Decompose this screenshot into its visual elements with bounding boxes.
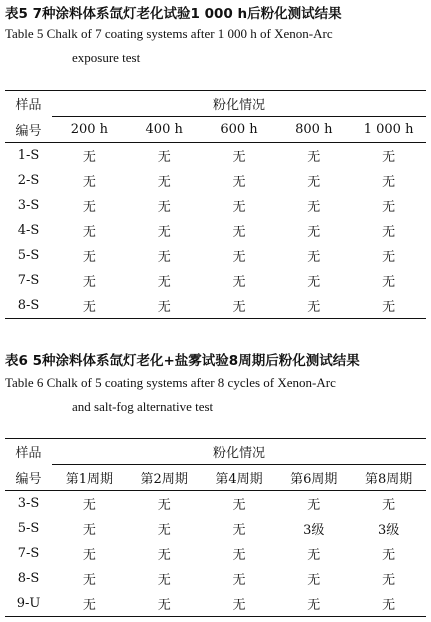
cell: 无	[307, 275, 321, 290]
table5-en-title-line2: exposure test	[72, 50, 141, 65]
table-row	[5, 218, 426, 243]
cell: 无	[232, 300, 246, 315]
table5-id-label: 编号	[5, 117, 52, 143]
cell: 无	[382, 200, 396, 215]
cell: 3级	[303, 523, 325, 538]
cell: 无	[382, 548, 396, 563]
table6	[5, 438, 426, 617]
table6-col-header: 第4周期	[202, 465, 277, 491]
table6-en-title-line1: Table 6 Chalk of 5 coating systems after 8 cycles of Xenon-Arc	[5, 375, 336, 390]
table-row	[5, 243, 426, 268]
cell: 无	[157, 498, 171, 513]
cell: 无	[307, 200, 321, 215]
cell: 无	[82, 150, 96, 165]
table5-header-row-1	[5, 91, 426, 117]
table5-sample-label: 样品	[15, 98, 42, 114]
cell: 无	[82, 275, 96, 290]
cell: 无	[382, 498, 396, 513]
cell: 无	[382, 225, 396, 240]
table5	[5, 90, 426, 319]
table6-col-header: 第2周期	[127, 465, 202, 491]
cell: 无	[157, 200, 171, 215]
cell: 无	[232, 200, 246, 215]
cell: 无	[307, 175, 321, 190]
row-id: 5-S	[17, 248, 40, 263]
cell: 无	[307, 573, 321, 588]
table5-en-title-line1: Table 5 Chalk of 7 coating systems after 1 000 h of Xenon-Arc	[5, 26, 333, 41]
table6-header-row-1	[5, 439, 426, 465]
cell: 3级	[377, 523, 400, 538]
cell: 无	[307, 598, 321, 613]
table5-header-row-2	[5, 117, 426, 143]
table6-sample-label: 样品	[15, 446, 42, 462]
table-row	[5, 293, 426, 319]
table5-body	[5, 91, 426, 319]
cell: 无	[307, 300, 321, 315]
table6-col-header: 第6周期	[276, 465, 351, 491]
cell: 无	[232, 573, 246, 588]
row-id: 7-S	[17, 273, 40, 288]
cell: 无	[232, 225, 246, 240]
row-id: 4-S	[17, 223, 40, 238]
table6-col-header: 第8周期	[351, 465, 426, 491]
table-row	[5, 193, 426, 218]
cell: 无	[157, 275, 171, 290]
table6-en-title	[5, 371, 420, 419]
table6-header-row-2	[5, 465, 426, 491]
row-id: 5-S	[17, 521, 40, 536]
table5-col-header: 1 000 h	[351, 117, 426, 143]
cell: 无	[82, 300, 96, 315]
cell: 无	[382, 300, 396, 315]
table-row	[5, 516, 426, 541]
cell: 无	[232, 150, 246, 165]
cell: 无	[82, 250, 96, 265]
row-id: 8-S	[17, 571, 40, 586]
cell: 无	[232, 250, 246, 265]
table6-cn-title: 表6 5种涂料体系氙灯老化+盐雾试验8周期后粉化测试结果	[5, 353, 360, 369]
table6-group-header: 粉化情况	[52, 439, 426, 465]
cell: 无	[157, 250, 171, 265]
cell: 无	[382, 275, 396, 290]
row-id: 7-S	[17, 546, 40, 561]
table-row	[5, 491, 426, 517]
cell: 无	[382, 175, 396, 190]
cell: 无	[307, 150, 321, 165]
cell: 无	[82, 598, 96, 613]
cell: 无	[307, 250, 321, 265]
table5-cn-title: 表5 7种涂料体系氙灯老化试验1 000 h后粉化测试结果	[5, 6, 342, 22]
cell: 无	[157, 548, 171, 563]
cell: 无	[82, 523, 96, 538]
cell: 无	[82, 200, 96, 215]
cell: 无	[82, 548, 96, 563]
cell: 无	[82, 573, 96, 588]
cell: 无	[232, 498, 246, 513]
row-id: 8-S	[17, 298, 40, 313]
cell: 无	[307, 548, 321, 563]
cell: 无	[307, 225, 321, 240]
row-id: 3-S	[17, 496, 40, 511]
cell: 无	[157, 573, 171, 588]
cell: 无	[232, 598, 246, 613]
cell: 无	[232, 523, 246, 538]
cell: 无	[157, 300, 171, 315]
cell: 无	[157, 523, 171, 538]
cell: 无	[82, 498, 96, 513]
table-row	[5, 268, 426, 293]
table5-group-header: 粉化情况	[52, 91, 426, 117]
table-row	[5, 591, 426, 617]
cell: 无	[157, 175, 171, 190]
table-row	[5, 143, 426, 169]
table5-col-header: 200 h	[52, 117, 127, 143]
row-id: 2-S	[17, 173, 40, 188]
table6-body	[5, 439, 426, 617]
cell: 无	[382, 573, 396, 588]
cell: 无	[82, 225, 96, 240]
cell: 无	[307, 498, 321, 513]
cell: 无	[82, 175, 96, 190]
table5-col-header: 600 h	[202, 117, 277, 143]
table5-en-title	[5, 22, 420, 70]
table6-en-title-line2: and salt-fog alternative test	[72, 399, 214, 414]
row-id: 1-S	[17, 148, 40, 163]
table-row	[5, 566, 426, 591]
table-row	[5, 168, 426, 193]
cell: 无	[157, 598, 171, 613]
table-row	[5, 541, 426, 566]
table5-col-header: 400 h	[127, 117, 202, 143]
cell: 无	[157, 150, 171, 165]
table5-col-header: 800 h	[276, 117, 351, 143]
cell: 无	[382, 250, 396, 265]
row-id: 9-U	[16, 596, 41, 611]
cell: 无	[382, 598, 396, 613]
row-id: 3-S	[17, 198, 40, 213]
table6-col-header: 第1周期	[52, 465, 127, 491]
cell: 无	[232, 548, 246, 563]
cell: 无	[382, 150, 396, 165]
cell: 无	[232, 175, 246, 190]
cell: 无	[157, 225, 171, 240]
cell: 无	[232, 275, 246, 290]
table6-id-label: 编号	[5, 465, 52, 491]
